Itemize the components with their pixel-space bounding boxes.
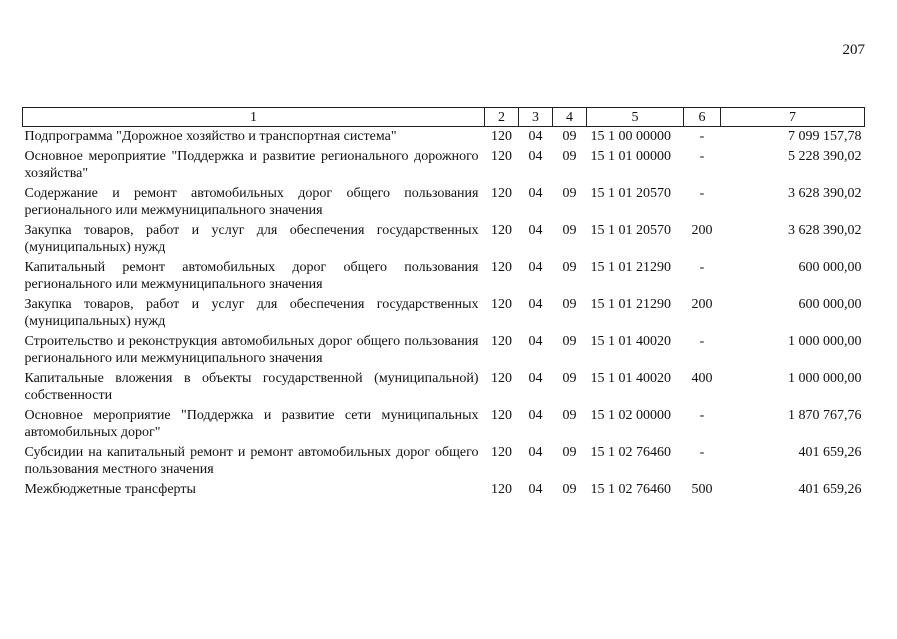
table-header-row [23,108,865,127]
row-amount: 5 228 390,02 [788,149,862,164]
row-name: Закупка товаров, работ и услуг для обеспечения государственных (муниципальных) нужд [24,297,479,329]
row-col-4: 09 [562,149,577,164]
row-type: 400 [691,371,713,386]
row-code: 15 1 01 20570 [590,186,671,201]
row-col-2: 120 [491,371,512,386]
row-col-4: 09 [562,297,577,312]
row-amount: 401 659,26 [798,482,862,497]
row-name: Субсидии на капитальный ремонт и ремонт автомобильных дорог общего пользования местного значения [24,445,479,477]
row-type: 200 [691,297,713,312]
table-row [23,480,865,500]
row-code: 15 1 01 40020 [590,334,671,349]
row-col-2: 120 [491,260,512,275]
row-name: Межбюджетные трансферты [24,482,196,497]
row-col-4: 09 [562,371,577,386]
row-col-4: 09 [562,186,577,201]
row-col-3: 04 [528,445,543,460]
row-type: - [699,334,705,349]
row-amount: 600 000,00 [798,297,862,312]
row-amount: 401 659,26 [798,445,862,460]
row-name: Содержание и ремонт автомобильных дорог общего пользования регионального или межмуниципального значения [24,186,479,218]
row-col-3: 04 [528,129,543,144]
row-code: 15 1 01 21290 [590,297,671,312]
row-code: 15 1 02 76460 [590,482,671,497]
row-amount: 1 000 000,00 [788,371,862,386]
row-col-4: 09 [562,334,577,349]
row-col-3: 04 [528,186,543,201]
row-col-3: 04 [528,334,543,349]
row-amount: 1 870 767,76 [788,408,862,423]
row-col-3: 04 [528,408,543,423]
row-col-2: 120 [491,408,512,423]
budget-table [22,107,865,500]
column-header-6: 6 [684,108,721,127]
column-header-4: 4 [553,108,587,127]
row-name: Закупка товаров, работ и услуг для обеспечения государственных (муниципальных) нужд [24,223,479,255]
table-row [23,258,865,295]
row-col-2: 120 [491,186,512,201]
row-col-2: 120 [491,445,512,460]
row-type: - [699,260,705,275]
row-amount: 600 000,00 [798,260,862,275]
row-col-4: 09 [562,445,577,460]
row-type: 500 [691,482,713,497]
row-col-2: 120 [491,334,512,349]
row-col-2: 120 [491,129,512,144]
table-row [23,406,865,443]
row-type: - [699,149,705,164]
row-name: Подпрограмма "Дорожное хозяйство и транспортная система" [24,129,397,144]
row-code: 15 1 01 20570 [590,223,671,238]
row-col-4: 09 [562,129,577,144]
column-header-3: 3 [519,108,553,127]
row-col-3: 04 [528,260,543,275]
row-code: 15 1 01 21290 [590,260,671,275]
row-col-2: 120 [491,482,512,497]
row-amount: 3 628 390,02 [788,223,862,238]
row-name: Капитальные вложения в объекты государственной (муниципальной) собственности [24,371,479,403]
row-type: - [699,408,705,423]
table-row [23,369,865,406]
row-col-3: 04 [528,223,543,238]
table-row [23,332,865,369]
row-type: - [699,445,705,460]
row-code: 15 1 02 76460 [590,445,671,460]
table-row [23,221,865,258]
row-col-4: 09 [562,223,577,238]
row-code: 15 1 01 40020 [590,371,671,386]
table-row [23,295,865,332]
row-col-2: 120 [491,149,512,164]
row-col-2: 120 [491,297,512,312]
row-amount: 3 628 390,02 [788,186,862,201]
row-code: 15 1 00 00000 [590,129,671,144]
row-name: Основное мероприятие "Поддержка и развитие регионального дорожного хозяйства" [24,149,479,181]
column-header-2: 2 [485,108,519,127]
row-name: Основное мероприятие "Поддержка и развитие сети муниципальных автомобильных дорог" [24,408,479,440]
row-col-4: 09 [562,408,577,423]
row-col-3: 04 [528,149,543,164]
row-col-3: 04 [528,482,543,497]
row-type: - [699,129,705,144]
column-header-5: 5 [587,108,684,127]
row-name: Строительство и реконструкция автомобильных дорог общего пользования регионального или межмуниципального значения [24,334,479,366]
row-col-2: 120 [491,223,512,238]
row-name: Капитальный ремонт автомобильных дорог общего пользования регионального или межмуниципального значения [24,260,479,292]
table-row [23,147,865,184]
row-col-3: 04 [528,371,543,386]
row-code: 15 1 01 00000 [590,149,671,164]
row-col-4: 09 [562,482,577,497]
table-row [23,443,865,480]
row-code: 15 1 02 00000 [590,408,671,423]
table-row [23,127,865,148]
row-type: - [699,186,705,201]
row-col-4: 09 [562,260,577,275]
column-header-1: 1 [23,108,485,127]
row-col-3: 04 [528,297,543,312]
table-row [23,184,865,221]
column-header-7: 7 [721,108,865,127]
row-amount: 7 099 157,78 [788,129,862,144]
row-type: 200 [691,223,713,238]
row-amount: 1 000 000,00 [788,334,862,349]
page-number: 207 [842,42,865,58]
